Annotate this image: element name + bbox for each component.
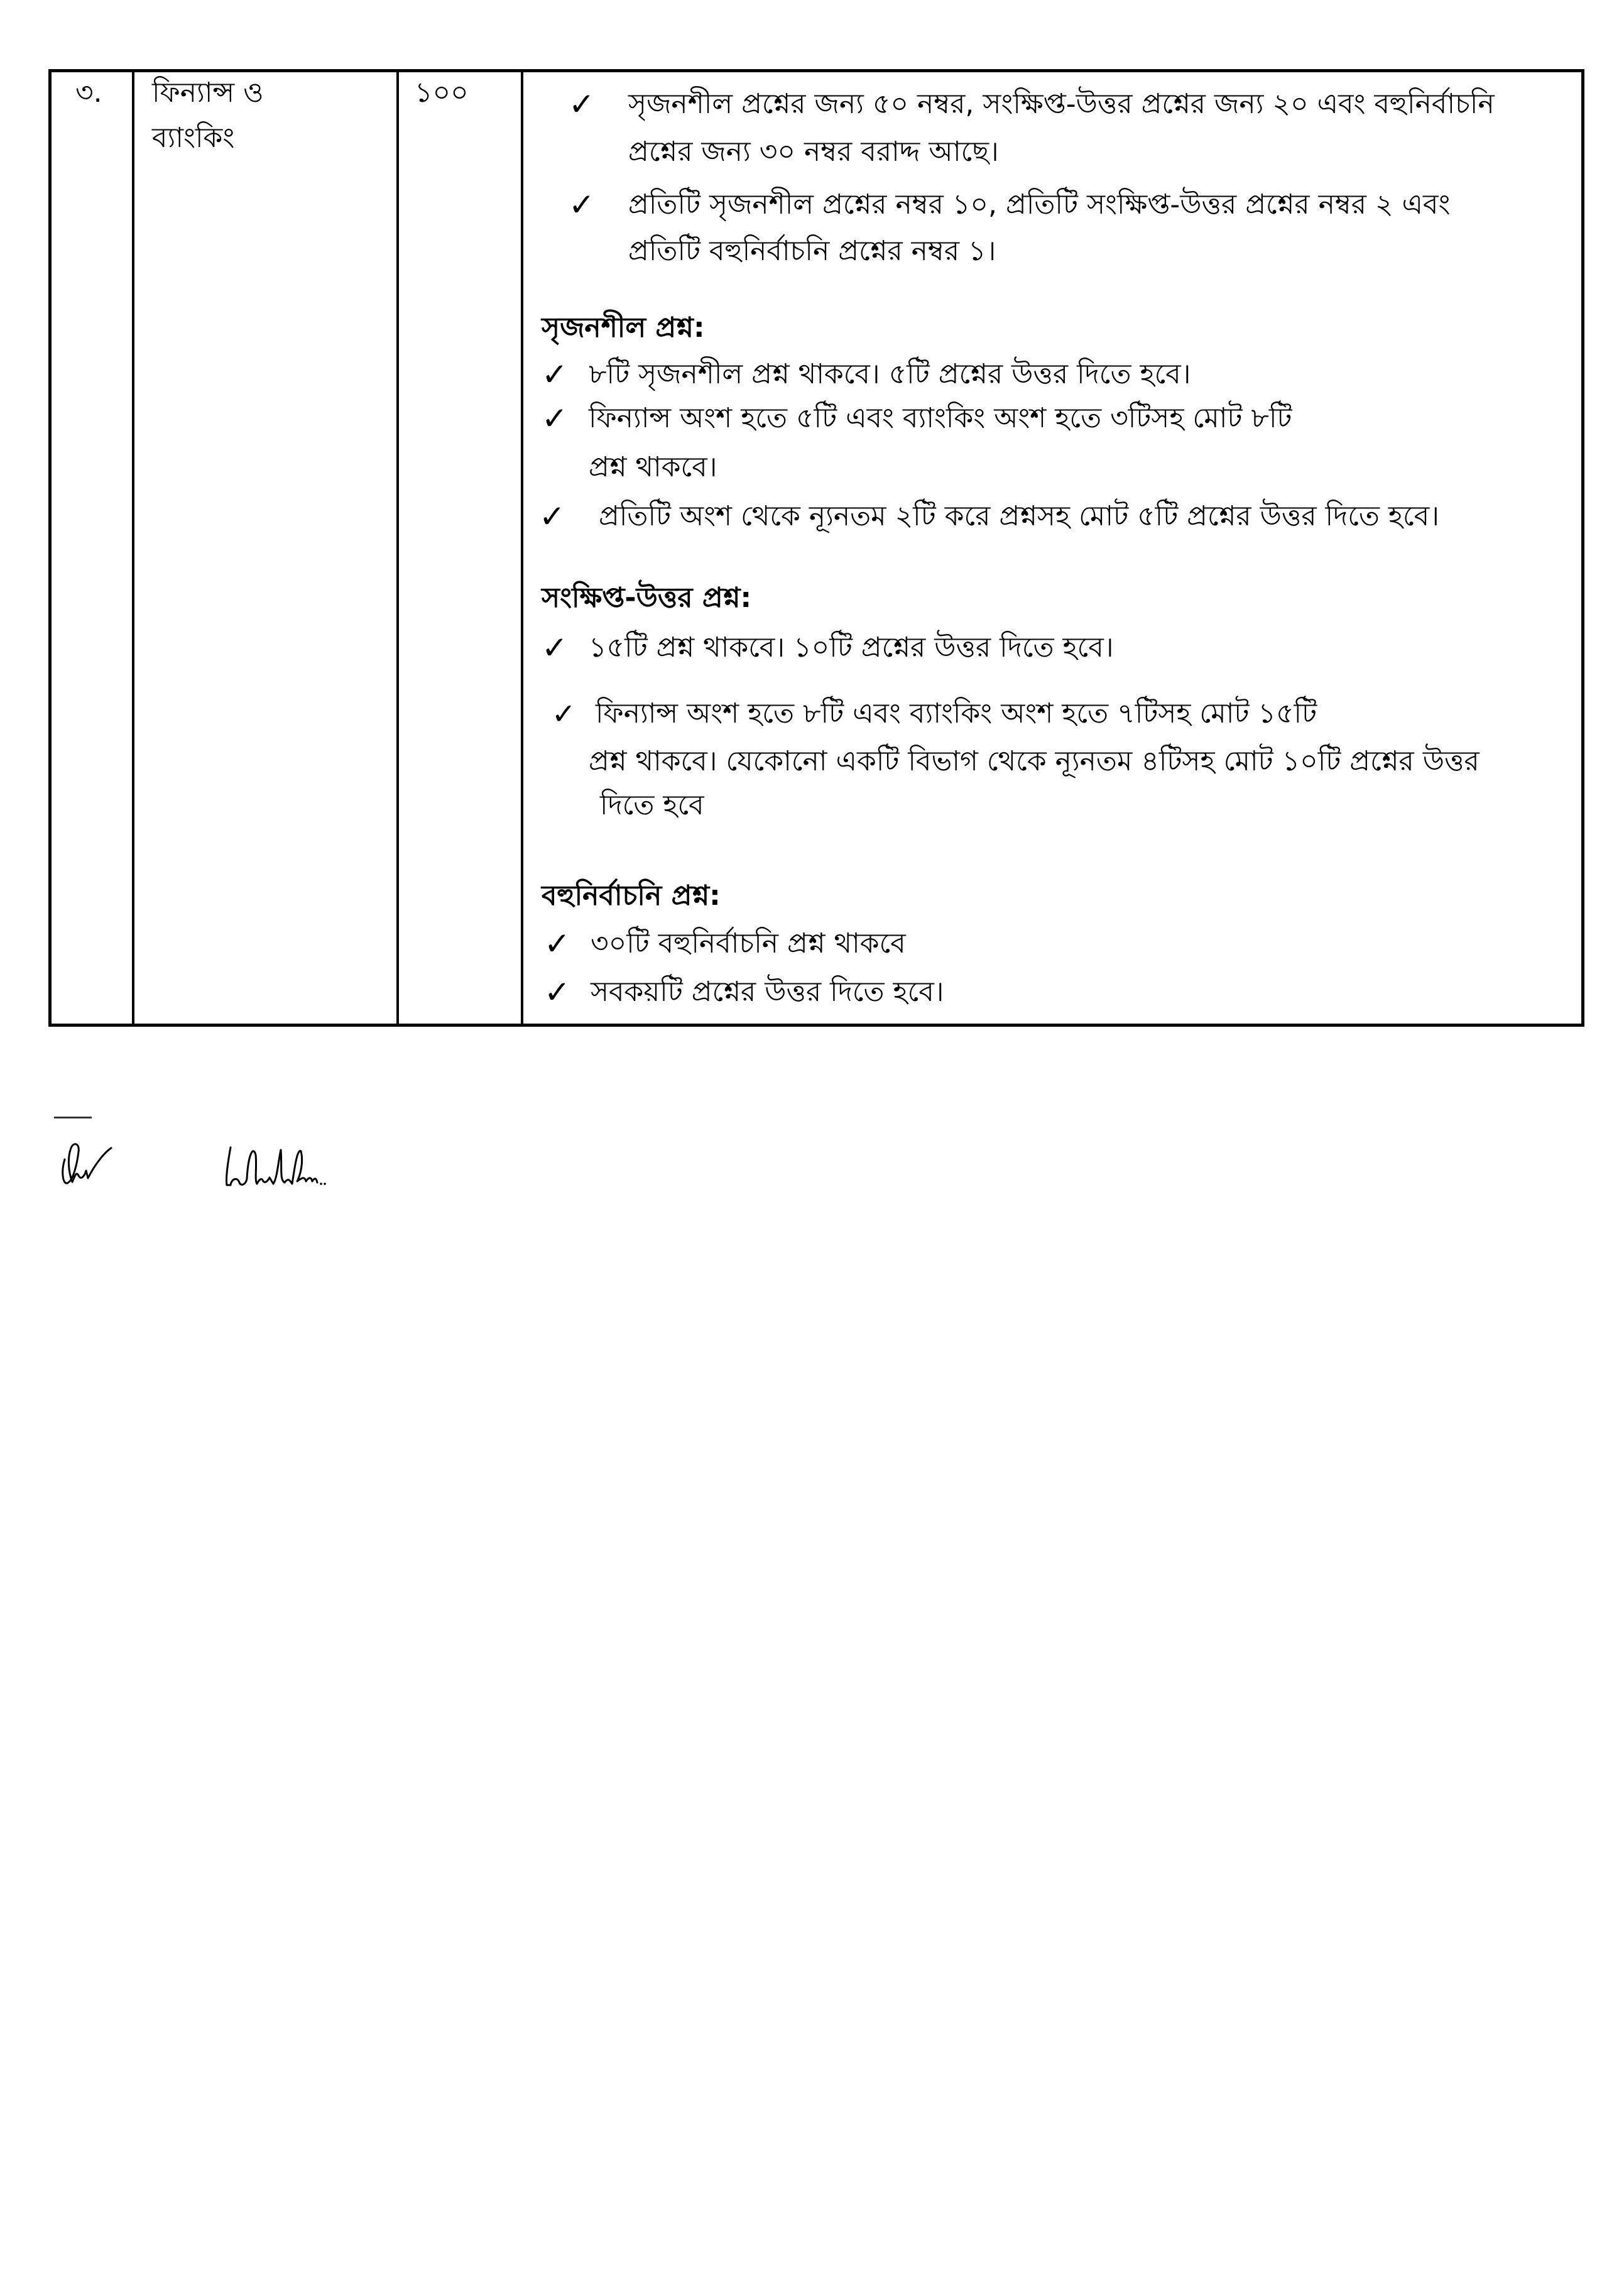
checkmark-icon: ✓ (569, 187, 595, 223)
mcq-item-2: সবকয়টি প্রশ্নের উত্তর দিতে হবে। (591, 976, 944, 1008)
section-heading-short-answer: সংক্ষিপ্ত-উত্তর প্রশ্ন: (542, 582, 752, 614)
column-divider (521, 69, 523, 1027)
section-heading-creative: সৃজনশীল প্রশ্ন: (542, 312, 705, 344)
serial-number: ৩. (75, 77, 102, 109)
creative-item-2-line2: প্রশ্ন থাকবে। (589, 451, 717, 483)
section-heading-mcq: বহুনির্বাচনি প্রশ্ন: (542, 880, 721, 912)
signature-2 (223, 1142, 327, 1193)
intro-item-2-line1: প্রতিটি সৃজনশীল প্রশ্নের নম্বর ১০, প্রতিটি সংক্ষিপ্ত-উত্তর প্রশ্নের নম্বর ২ এবং (628, 189, 1451, 221)
checkmark-icon: ✓ (544, 974, 570, 1010)
checkmark-icon: ✓ (542, 630, 568, 666)
signature-1 (60, 1140, 116, 1194)
checkmark-icon: ✓ (539, 498, 565, 535)
short-answer-item-2-line2: প্রশ্ন থাকবে। যেকোনো একটি বিভাগ থেকে ন্যূনতম ৪টিসহ মোট ১০টি প্রশ্নের উত্তর (589, 745, 1480, 777)
column-divider (396, 69, 399, 1027)
checkmark-icon: ✓ (569, 86, 595, 123)
mcq-item-1: ৩০টি বহুনির্বাচনি প্রশ্ন থাকবে (591, 927, 906, 959)
creative-item-2-line1: ফিন্যান্স অংশ হতে ৫টি এবং ব্যাংকিং অংশ হতে ৩টিসহ মোট ৮টি (589, 402, 1292, 434)
signature-rule (54, 1117, 92, 1118)
subject-name-line2: ব্যাংকিং (152, 122, 235, 154)
intro-item-1-line2: প্রশ্নের জন্য ৩০ নম্বর বরাদ্দ আছে। (628, 136, 999, 168)
creative-item-1: ৮টি সৃজনশীল প্রশ্ন থাকবে। ৫টি প্রশ্নের উত্তর দিতে হবে। (589, 358, 1191, 390)
short-answer-item-1: ১৫টি প্রশ্ন থাকবে। ১০টি প্রশ্নের উত্তর দিতে হবে। (589, 631, 1114, 664)
checkmark-icon: ✓ (552, 697, 576, 731)
checkmark-icon: ✓ (542, 400, 568, 437)
intro-item-1-line1: সৃজনশীল প্রশ্নের জন্য ৫০ নম্বর, সংক্ষিপ্ত-উত্তর প্রশ্নের জন্য ২০ এবং বহুনির্বাচনি (628, 88, 1495, 120)
checkmark-icon: ✓ (542, 356, 568, 393)
creative-item-3: প্রতিটি অংশ থেকে ন্যূনতম ২টি করে প্রশ্নসহ মোট ৫টি প্রশ্নের উত্তর দিতে হবে। (599, 500, 1439, 532)
checkmark-icon: ✓ (544, 926, 570, 962)
column-divider (132, 69, 134, 1027)
short-answer-item-2-line1: ফিন্যান্স অংশ হতে ৮টি এবং ব্যাংকিং অংশ হতে ৭টিসহ মোট ১৫টি (596, 697, 1317, 730)
total-marks: ১০০ (415, 77, 469, 109)
subject-name-line1: ফিন্যান্স ও (152, 77, 264, 109)
short-answer-item-2-line3: দিতে হবে (600, 789, 704, 821)
intro-item-2-line2: প্রতিটি বহুনির্বাচনি প্রশ্নের নম্বর ১। (628, 235, 996, 267)
